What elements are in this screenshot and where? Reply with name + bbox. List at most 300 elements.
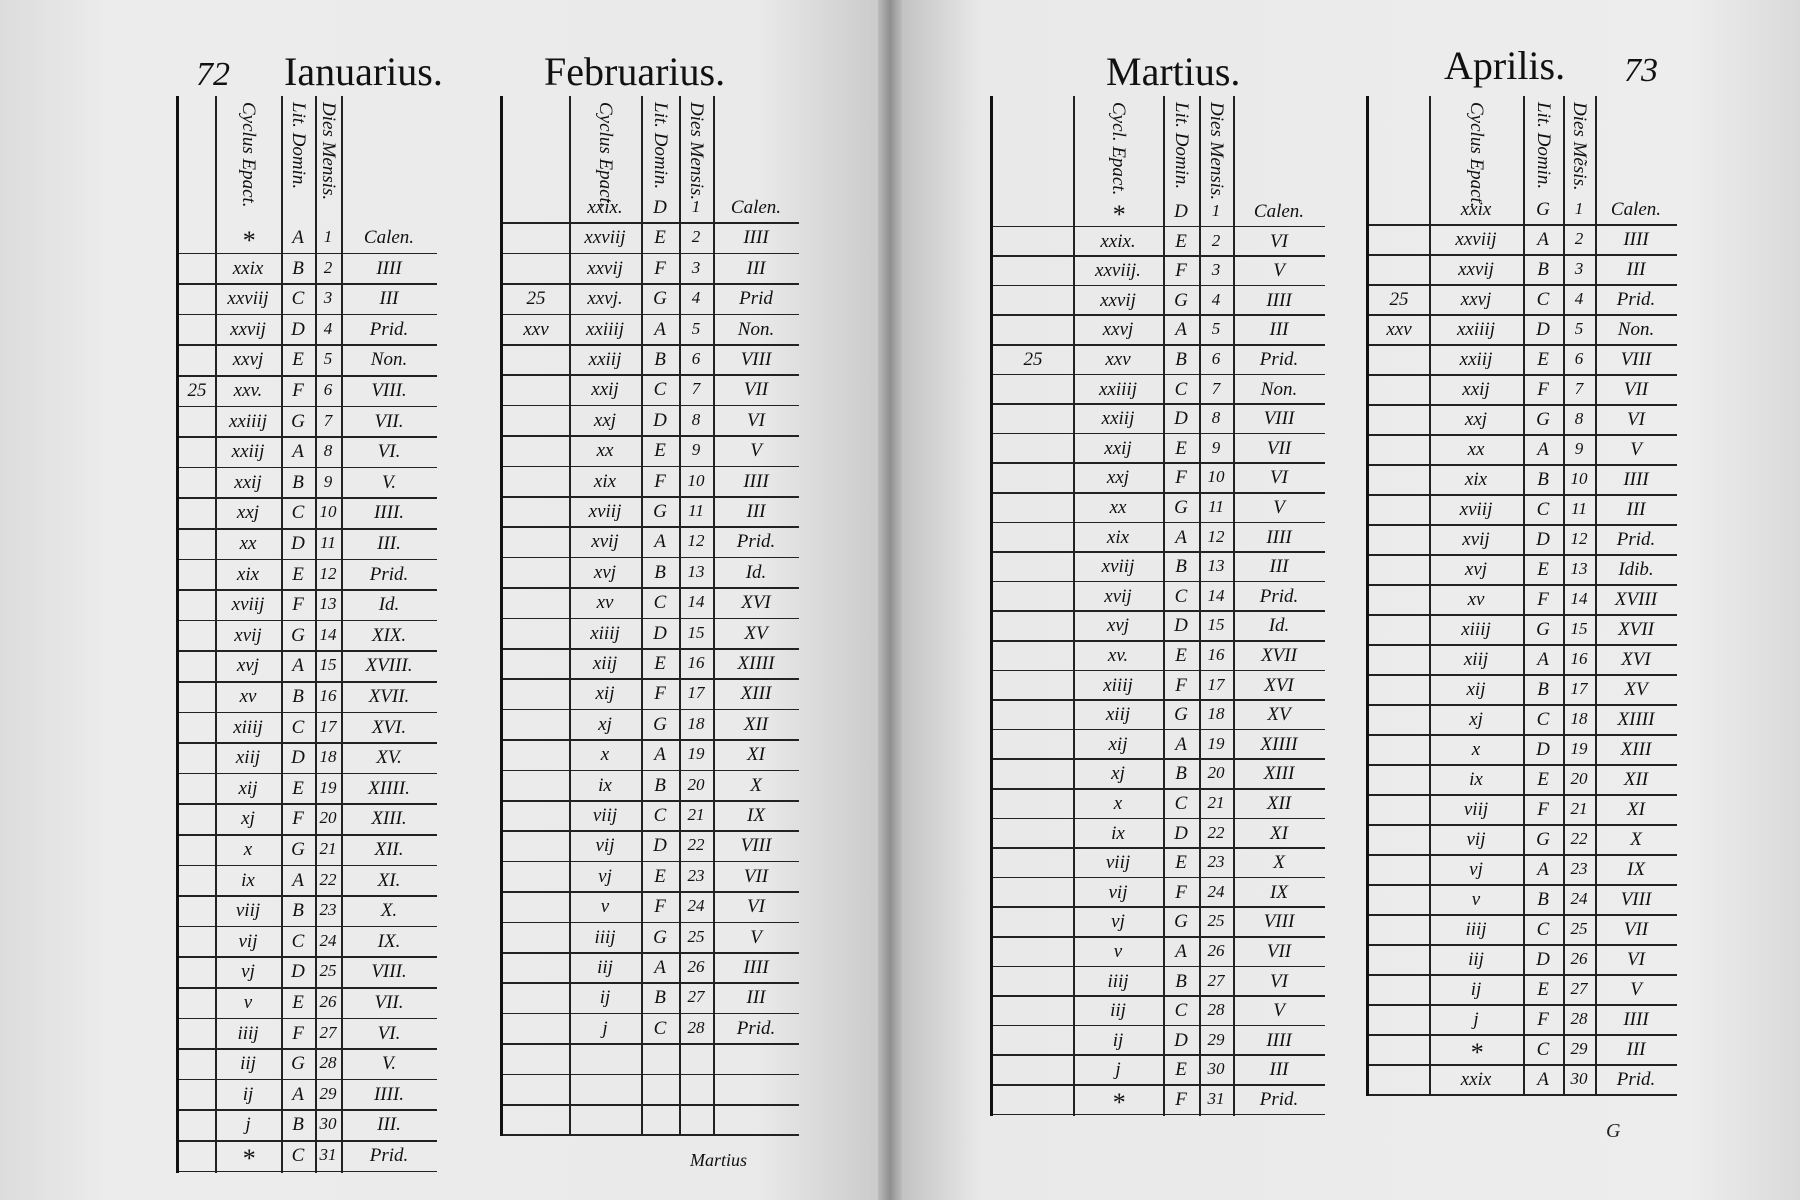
calendar-cell: 14 (319, 624, 337, 644)
calendar-cell: A (292, 655, 304, 677)
calendar-cell: 13 (1570, 559, 1588, 578)
calendar-cell: xxj (1106, 467, 1130, 489)
calendar-cell: xiij (235, 747, 261, 769)
calendar-cell: 8 (1211, 408, 1221, 428)
row-rule (503, 374, 799, 376)
calendar-cell: F (1175, 1089, 1187, 1110)
calendar-cell: xxviij (227, 288, 269, 310)
calendar-cell: Non. (1260, 378, 1298, 400)
calendar-cell: V (1630, 979, 1642, 1000)
row-rule (993, 818, 1325, 820)
calendar-cell: 1 (1574, 199, 1584, 218)
calendar-cell: xxiij (1101, 408, 1135, 430)
calendar-cell: 25 (687, 926, 705, 946)
calendar-cell: iiij (237, 1022, 259, 1044)
calendar-cell: v (1471, 889, 1481, 910)
calendar-cell: xxj (236, 502, 260, 524)
calendar-cell: IIII (1623, 229, 1649, 250)
row-rule (179, 528, 437, 530)
calendar-cell: Prid. (369, 563, 409, 585)
calendar-cell: * (241, 1144, 255, 1173)
calendar-cell: VI (1627, 409, 1645, 430)
calendar-cell: 12 (687, 531, 705, 551)
row-rule (993, 1054, 1325, 1056)
calendar-cell: xxix. (1100, 230, 1136, 252)
calendar-cell: Prid. (1616, 1069, 1656, 1090)
calendar-cell: xviij (588, 501, 622, 522)
calendar-cell: VIII (1620, 349, 1652, 370)
calendar-cell: Prid. (1259, 1089, 1299, 1110)
calendar-cell: F (654, 257, 666, 279)
calendar-cell: D (1536, 529, 1550, 550)
calendar-cell: xxvij (230, 318, 266, 340)
calendar-cell: F (292, 594, 304, 616)
row-rule (993, 255, 1325, 257)
calendar-cell: viij (1105, 852, 1131, 874)
calendar-cell: Prid. (736, 531, 776, 553)
column-header: Lit. Domin. (650, 102, 671, 190)
calendar-cell: D (1174, 1029, 1188, 1051)
calendar-cell: iij (240, 1053, 256, 1075)
calendar-cell: C (1536, 709, 1550, 730)
row-rule (503, 344, 799, 346)
row-rule (179, 375, 437, 377)
calendar-cell: A (292, 227, 304, 248)
calendar-cell: F (654, 683, 666, 705)
calendar-cell: 1 (691, 197, 701, 216)
calendar-cell: XVII. (368, 686, 410, 707)
calendar-cell: C (1174, 585, 1188, 607)
calendar-cell: X. (380, 900, 398, 922)
row-rule (503, 830, 799, 832)
row-rule (993, 551, 1325, 553)
calendar-cell: xxvij (1458, 259, 1494, 280)
calendar-cell: 13 (687, 561, 705, 581)
calendar-cell: XIX. (371, 624, 407, 646)
calendar-cell: 28 (687, 1017, 705, 1037)
row-rule (503, 922, 799, 924)
calendar-cell: B (654, 987, 666, 1009)
calendar-cell: IIII (1623, 1009, 1649, 1030)
calendar-cell: 3 (323, 288, 333, 308)
calendar-cell: C (1536, 499, 1550, 520)
calendar-cell: viij (1463, 799, 1489, 820)
aprilis-table (1366, 96, 1677, 1096)
calendar-cell: 24 (1570, 889, 1588, 908)
calendar-cell: xvj (236, 655, 260, 677)
calendar-cell: 22 (1570, 829, 1588, 848)
calendar-cell: C (291, 288, 305, 310)
column-header: Cyclus Epact. (1466, 102, 1487, 208)
calendar-cell: xxvij (1100, 289, 1136, 311)
calendar-cell: 15 (1570, 619, 1588, 638)
row-rule (503, 1104, 799, 1106)
calendar-cell: 13 (319, 594, 337, 614)
calendar-cell: IIII (1266, 1029, 1292, 1051)
calendar-cell: xxiiij (229, 410, 267, 432)
calendar-cell: 28 (1207, 1000, 1225, 1020)
calendar-cell: XVI (1264, 674, 1294, 696)
row-rule (1369, 374, 1677, 376)
calendar-cell: xx (596, 440, 614, 462)
row-rule (1369, 824, 1677, 826)
calendar-cell: ix (598, 774, 612, 796)
calendar-cell: xij (595, 683, 615, 705)
row-rule (1369, 344, 1677, 346)
calendar-cell: xxiiij (1457, 319, 1495, 340)
calendar-cell: xx (239, 533, 257, 554)
calendar-cell: xx (1109, 497, 1127, 518)
calendar-cell: G (1174, 497, 1188, 518)
calendar-cell: B (292, 471, 304, 493)
calendar-cell: E (292, 563, 304, 585)
calendar-cell: VIII (740, 349, 772, 370)
column-header: Dies Mensis. (318, 102, 339, 201)
row-rule (179, 1079, 437, 1081)
calendar-cell: D (1174, 408, 1188, 430)
row-rule (1369, 1004, 1677, 1006)
calendar-cell: xvij (234, 624, 262, 646)
calendar-cell: IIII (743, 470, 769, 492)
row-rule (993, 788, 1325, 790)
calendar-cell: VII (743, 379, 769, 401)
calendar-cell: 17 (319, 716, 337, 736)
row-rule (179, 1109, 437, 1111)
calendar-cell: ix (1469, 769, 1483, 790)
calendar-cell: iij (1468, 949, 1484, 970)
calendar-cell: III (746, 257, 766, 279)
calendar-cell: xvj (1464, 559, 1488, 580)
calendar-cell: C (1174, 793, 1188, 814)
calendar-cell: D (1536, 319, 1550, 340)
row-rule (1369, 524, 1677, 526)
calendar-cell: 18 (687, 713, 705, 733)
calendar-cell: Non. (370, 349, 408, 371)
column-header: Dies Mensis. (1206, 102, 1227, 201)
signature-mark: G (1606, 1120, 1621, 1142)
calendar-cell: 6 (691, 349, 701, 368)
calendar-cell: IX (1627, 859, 1645, 880)
calendar-cell: D (653, 409, 667, 431)
calendar-cell: XIIII (737, 653, 775, 674)
calendar-cell: IIII. (373, 502, 405, 524)
calendar-cell: xvij (591, 531, 619, 553)
calendar-cell: 5 (323, 349, 333, 369)
calendar-cell: E (292, 349, 304, 371)
calendar-cell: 30 (1570, 1069, 1588, 1088)
calendar-cell: 14 (1570, 589, 1588, 608)
calendar-cell: E (654, 440, 666, 462)
calendar-cell: ix (1111, 822, 1125, 844)
calendar-cell: 28 (319, 1053, 337, 1073)
row-rule (179, 773, 437, 775)
calendar-cell: G (1536, 199, 1550, 220)
calendar-cell: 8 (323, 441, 333, 461)
calendar-cell: 11 (1208, 497, 1224, 516)
row-rule (179, 1140, 437, 1142)
calendar-cell: Calen. (1610, 199, 1662, 220)
calendar-cell: XVIII. (365, 655, 413, 677)
calendar-cell: 19 (319, 777, 337, 797)
calendar-cell: F (1537, 379, 1549, 400)
calendar-cell: iiij (594, 926, 616, 948)
calendar-cell: Prid. (369, 1145, 409, 1166)
row-rule (1369, 914, 1677, 916)
calendar-cell: xj (598, 713, 612, 735)
row-rule (179, 436, 437, 438)
row-rule (503, 770, 799, 772)
calendar-cell: B (292, 257, 304, 279)
calendar-cell: 20 (687, 774, 705, 794)
calendar-cell: E (1537, 349, 1549, 370)
calendar-cell: XIII (1263, 763, 1295, 785)
calendar-cell: E (1537, 769, 1549, 790)
calendar-cell: Non. (1617, 319, 1655, 340)
calendar-cell: 2 (323, 257, 333, 277)
row-rule (993, 314, 1325, 316)
calendar-cell: 26 (1570, 949, 1588, 968)
calendar-cell: xij (1108, 733, 1128, 755)
calendar-cell: III. (377, 533, 401, 554)
calendar-cell: F (1537, 1009, 1549, 1030)
calendar-cell: V (750, 926, 762, 948)
calendar-cell: 12 (1207, 526, 1225, 546)
calendar-cell: 23 (319, 900, 337, 920)
row-rule (993, 847, 1325, 849)
calendar-cell: C (291, 502, 305, 524)
calendar-cell: xv (1467, 589, 1485, 610)
calendar-cell: v (1113, 941, 1123, 962)
row-rule (179, 956, 437, 958)
calendar-cell: 2 (691, 227, 701, 247)
calendar-cell: C (1536, 1039, 1550, 1060)
calendar-cell: D (1174, 201, 1188, 222)
calendar-cell: 24 (687, 896, 705, 916)
calendar-cell: 25 (526, 288, 546, 310)
calendar-cell: A (1175, 319, 1187, 341)
row-rule (993, 729, 1325, 731)
month-title-ianuarius: Ianuarius. (284, 49, 443, 94)
calendar-cell: xxv (1105, 349, 1131, 370)
calendar-cell: VIII (1263, 911, 1295, 933)
martius-table (990, 96, 1325, 1116)
calendar-cell: IIII (1266, 526, 1292, 548)
calendar-cell: 5 (1574, 319, 1584, 338)
calendar-cell: 26 (1207, 941, 1225, 960)
calendar-cell: 2 (1211, 230, 1221, 250)
row-rule (503, 952, 799, 954)
row-rule (503, 466, 799, 468)
row-rule (1369, 494, 1677, 496)
calendar-cell: VIII (740, 835, 772, 857)
calendar-cell: A (654, 531, 666, 553)
row-rule (503, 526, 799, 528)
calendar-cell: 25 (1023, 349, 1043, 370)
calendar-cell: xxij (1462, 379, 1490, 400)
calendar-cell: G (653, 501, 667, 522)
calendar-cell: VI. (377, 1022, 401, 1044)
calendar-cell: A (1537, 649, 1549, 670)
row-rule (179, 406, 437, 408)
calendar-cell: X (750, 774, 762, 796)
calendar-cell: 9 (1574, 439, 1584, 458)
row-rule (179, 895, 437, 897)
calendar-cell: XV (1267, 704, 1291, 726)
calendar-cell: 12 (1570, 529, 1588, 548)
row-rule (503, 1043, 799, 1045)
row-rule (993, 581, 1325, 583)
calendar-cell: vij (595, 835, 615, 857)
calendar-cell: viij (592, 805, 618, 826)
calendar-cell: F (292, 1022, 304, 1044)
calendar-cell: D (291, 747, 305, 769)
calendar-cell: 9 (691, 440, 701, 460)
calendar-cell: XVII (1261, 645, 1297, 666)
row-rule (179, 467, 437, 469)
book-gutter (878, 0, 902, 1200)
calendar-cell: xix (1464, 469, 1488, 490)
calendar-cell: xxiij (588, 349, 622, 370)
page-number: 72 (196, 56, 230, 93)
calendar-cell: B (1175, 556, 1187, 578)
calendar-cell: VII. (374, 410, 404, 432)
calendar-cell: B (292, 900, 304, 922)
calendar-cell: E (1537, 979, 1549, 1000)
calendar-cell: XV (1624, 679, 1648, 700)
calendar-cell: C (1174, 1000, 1188, 1022)
calendar-cell: Calen. (363, 227, 415, 248)
calendar-cell: Prid (739, 288, 773, 310)
calendar-cell: 8 (1574, 409, 1584, 428)
calendar-cell: xvj (1106, 615, 1130, 637)
calendar-cell: 11 (688, 501, 704, 520)
calendar-cell: * (1111, 1088, 1125, 1117)
calendar-cell: D (653, 197, 667, 218)
calendar-cell: 17 (1570, 679, 1588, 698)
calendar-cell: IIII (743, 227, 769, 249)
calendar-cell: VII (1623, 919, 1649, 940)
calendar-cell: 25 (319, 961, 337, 981)
calendar-cell: xxvj (1460, 289, 1492, 310)
calendar-cell: 14 (687, 592, 705, 612)
row-rule (179, 559, 437, 561)
calendar-cell: C (291, 1145, 305, 1166)
calendar-cell: 3 (1574, 259, 1584, 278)
calendar-cell: V (1273, 1000, 1285, 1022)
calendar-cell: 6 (1211, 349, 1221, 368)
calendar-cell: xv (239, 686, 257, 707)
calendar-cell: xxv (1386, 319, 1412, 340)
calendar-cell: F (654, 896, 666, 918)
row-rule (1369, 794, 1677, 796)
calendar-cell: 9 (1211, 437, 1221, 457)
calendar-cell: 5 (691, 318, 701, 338)
calendar-cell: 10 (1570, 469, 1588, 488)
row-rule (179, 344, 437, 346)
row-rule (503, 648, 799, 650)
calendar-cell: A (654, 957, 666, 978)
calendar-cell: E (292, 992, 304, 1013)
calendar-cell: XVI. (371, 716, 407, 738)
row-rule (993, 462, 1325, 464)
row-rule (503, 800, 799, 802)
calendar-cell: 25 (1207, 911, 1225, 931)
right-page (890, 0, 1800, 1200)
calendar-cell: * (1111, 200, 1125, 229)
calendar-cell: 30 (1207, 1059, 1225, 1079)
calendar-cell: j (602, 1017, 608, 1039)
row-rule (503, 1134, 799, 1136)
calendar-cell: XII (1266, 793, 1292, 814)
row-rule (993, 936, 1325, 938)
calendar-cell: xvij (1104, 585, 1132, 607)
calendar-cell: B (1537, 679, 1549, 700)
row-rule (179, 681, 437, 683)
calendar-cell: xxix (1460, 1069, 1492, 1090)
calendar-cell: A (654, 744, 666, 766)
calendar-cell: VI. (377, 441, 401, 463)
calendar-cell: XV (744, 622, 768, 644)
ianuarius-table (176, 96, 437, 1173)
calendar-cell: F (1537, 589, 1549, 610)
calendar-cell: 23 (687, 865, 705, 885)
calendar-cell: 2 (1574, 229, 1584, 248)
row-rule (179, 926, 437, 928)
calendar-cell: 25 (187, 380, 207, 401)
row-rule (1369, 1034, 1677, 1036)
calendar-cell: E (292, 777, 304, 799)
calendar-cell: j (245, 1114, 251, 1136)
calendar-cell: III (1269, 1059, 1289, 1081)
calendar-cell: C (653, 1017, 667, 1039)
calendar-cell: 19 (1207, 733, 1225, 753)
row-rule (1369, 644, 1677, 646)
calendar-cell: xiiij (233, 716, 263, 738)
calendar-cell: 21 (1207, 793, 1225, 812)
calendar-cell: G (653, 713, 667, 735)
calendar-cell: VI (747, 896, 765, 918)
calendar-cell: viij (235, 900, 261, 922)
calendar-cell: IX (747, 805, 765, 826)
calendar-cell: III. (377, 1114, 401, 1136)
calendar-cell: A (1537, 859, 1549, 880)
calendar-cell: 7 (691, 379, 701, 399)
calendar-cell: F (1175, 467, 1187, 489)
calendar-cell: xviij (231, 594, 265, 616)
calendar-cell: 29 (1570, 1039, 1588, 1058)
row-rule (1369, 704, 1677, 706)
calendar-cell: ij (1470, 979, 1482, 1000)
februarius-table (500, 96, 799, 1136)
calendar-cell: 24 (1207, 881, 1225, 901)
calendar-cell: iij (1110, 1000, 1126, 1022)
calendar-cell: 25 (1570, 919, 1588, 938)
calendar-cell: E (1175, 1059, 1187, 1081)
calendar-cell: 27 (1570, 979, 1588, 998)
calendar-cell: A (1537, 1069, 1549, 1090)
calendar-cell: 22 (319, 869, 337, 889)
row-rule (179, 497, 437, 499)
calendar-cell: 7 (1574, 379, 1584, 398)
row-rule (993, 995, 1325, 997)
calendar-cell: G (291, 1053, 305, 1075)
calendar-cell: B (1537, 889, 1549, 910)
calendar-cell: j (1115, 1059, 1121, 1081)
calendar-cell: xxij (234, 471, 262, 493)
left-page (0, 0, 890, 1200)
row-rule (1369, 254, 1677, 256)
calendar-cell: 10 (319, 502, 337, 522)
